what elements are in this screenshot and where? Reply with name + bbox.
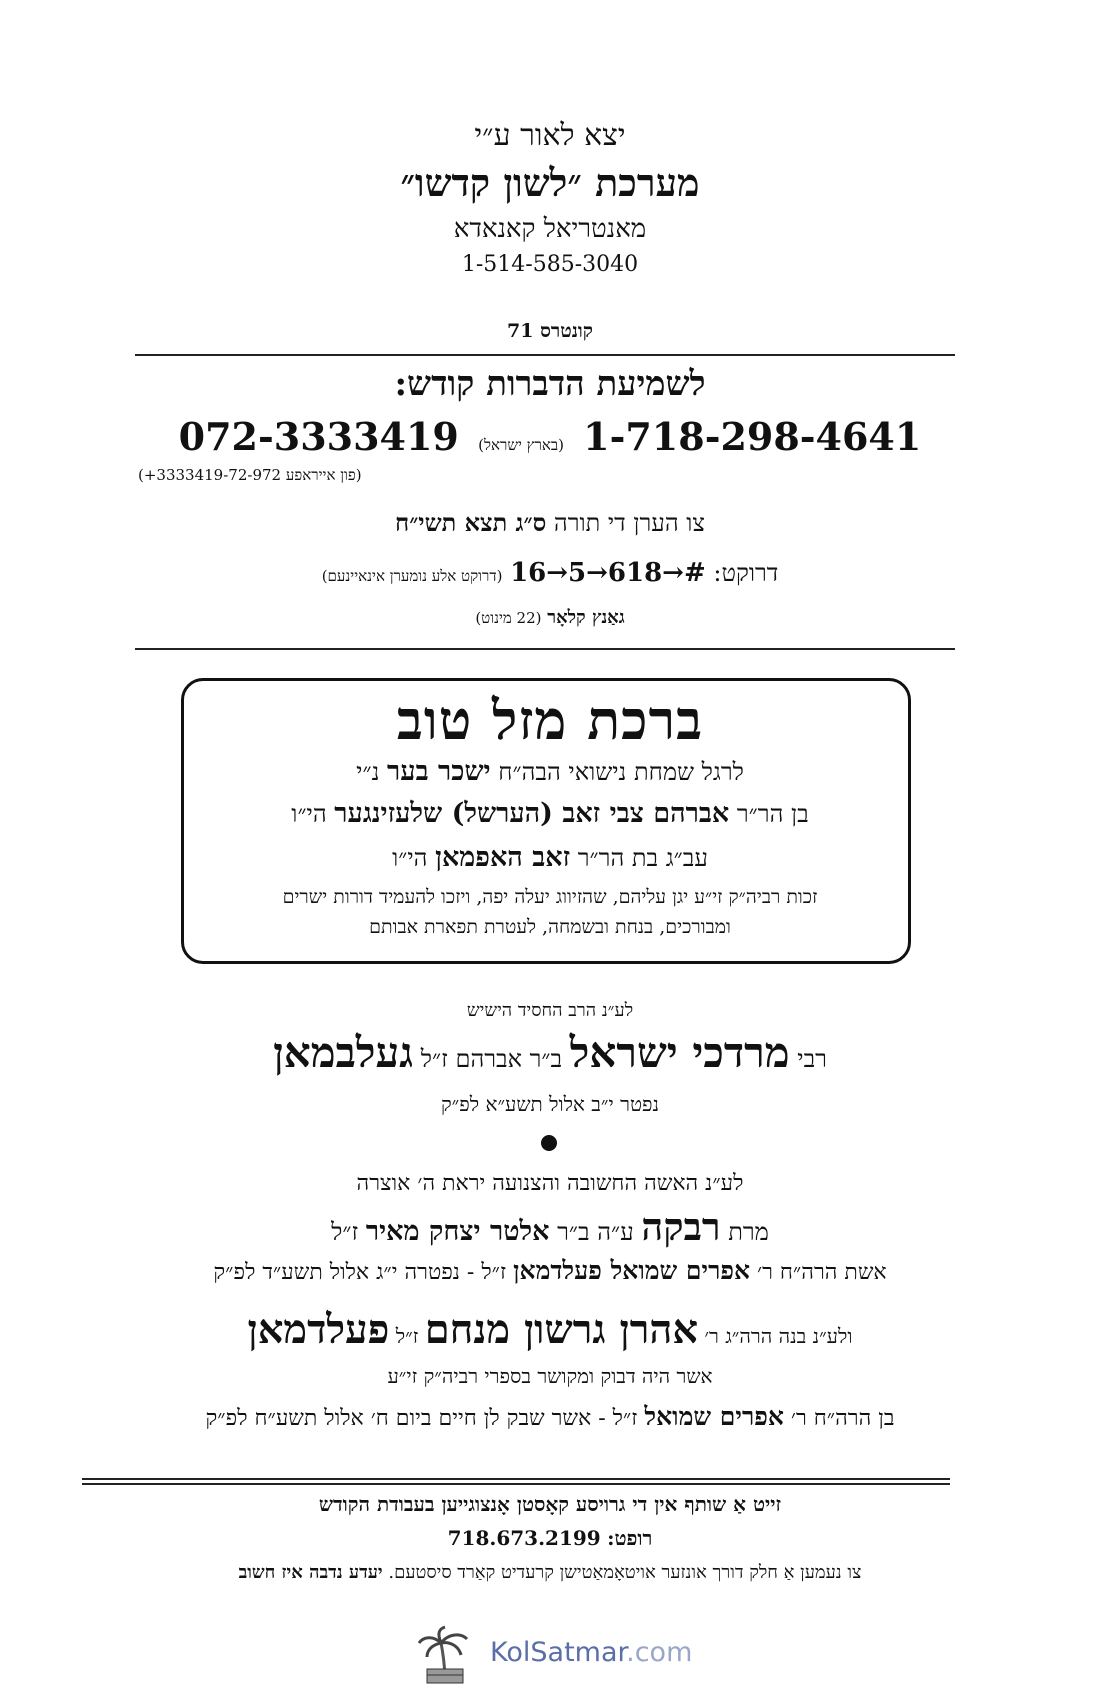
duration-note: (22 מינוט)	[475, 609, 542, 627]
issue-number: קונטרס 71	[507, 320, 593, 342]
memorial3-prefix: ולע״נ בנה הרה״ג ר׳	[704, 1324, 853, 1348]
memorial3-devotion: אשר היה דבוק ומקושר בספרי רביה״ק זי״ע	[387, 1364, 713, 1388]
phone-us: 1-718-298-4641	[583, 414, 922, 459]
footer-partner: זייט אַ שותף אין די גרויסע קאָסטן אָנצוגייען בעבודת הקודש	[318, 1492, 782, 1516]
org-phone: 1-514-585-3040	[461, 252, 639, 277]
footer-call-phone: 718.673.2199	[447, 1526, 601, 1550]
memorial2-intro: לע״נ האשה החשובה והצנועה יראת ה׳ אוצרה	[356, 1171, 744, 1196]
memorial3-surname: פעלדמאן	[247, 1306, 390, 1353]
memorial2-husband-prefix: אשת הרה״ח ר׳	[757, 1260, 887, 1285]
palm-tree-icon	[415, 1625, 475, 1687]
memorial3-son-name: אפרים שמואל	[644, 1402, 784, 1431]
footer-call-line	[0, 1526, 1100, 1551]
phone-israel: 072-3333419	[178, 414, 459, 459]
footer-card-text: צו נעמען אַ חלק דורך אונזער אויטאָמאַטישן קרעדיט קאַרד סיסטעם.	[388, 1562, 862, 1583]
memorial2-father-suffix: ז״ל	[331, 1218, 359, 1246]
groom-father-name: אברהם צבי זאב (הערשל) שלעזינגער	[334, 798, 730, 829]
europe-note: (פון אייראפע 3333419-72-972+)	[138, 466, 362, 484]
memorial1-surname: געלבמאן	[273, 1028, 414, 1077]
mazel-tov-groom	[0, 756, 1100, 787]
listen-title: לשמיעת הדברות קודש:	[394, 364, 706, 404]
mazel-tov-bride	[0, 842, 1100, 873]
mazel-tov-groom-father	[0, 798, 1100, 829]
blessing-line-1: זכות רביה״ק זי״ע יגן עליהם, שהזיווג יעלה יפה, ויזכו להעמיד דורות ישרים	[282, 886, 818, 908]
israel-label: (בארץ ישראל)	[478, 436, 564, 454]
memorial3-zl: ז״ל	[395, 1324, 419, 1348]
torah-label: צו הערן די תורה	[553, 509, 705, 537]
groom-suffix: נ״י	[356, 758, 380, 786]
city: מאנטריאל קאנאדא	[453, 214, 647, 244]
groom-father-prefix: בן הר״ר	[736, 800, 809, 828]
full-label: גאַנץ קלאָר	[547, 607, 625, 628]
press-code: 16→5→618→#	[510, 558, 706, 588]
press-note: (דרוקט אלע נומערן אינאיינעם)	[321, 567, 503, 585]
groom-prefix: לרגל שמחת נישואי הבה״ח	[498, 758, 744, 786]
bride-father-name: זאב האפמאן	[435, 842, 571, 873]
logo-domain: .com	[626, 1637, 693, 1668]
memorial1-date: נפטר י״ב אלול תשע״א לפ״ק	[440, 1092, 660, 1116]
published-by: יצא לאור ע״י	[474, 118, 626, 153]
memorial1-name-line	[0, 1028, 1100, 1078]
divider-footer	[82, 1478, 950, 1485]
logo-name: KolSatmar	[490, 1637, 627, 1668]
footer-call-label: רופט:	[607, 1526, 653, 1550]
listen-phones	[0, 414, 1100, 459]
divider-middle	[135, 648, 955, 650]
divider-top	[135, 354, 955, 356]
mazel-tov-title: ברכת מזל טוב	[396, 688, 704, 752]
separator-bullet	[541, 1135, 557, 1151]
memorial2-father-name: אלטר יצחק מאיר	[365, 1216, 550, 1247]
memorial2-husband-name: אפרים שמואל פעלדמאן	[513, 1256, 751, 1285]
memorial1-intro: לע״נ הרב החסיד הישיש	[466, 1000, 634, 1021]
footer-card-line	[0, 1562, 1100, 1583]
memorial2-name: רבקה	[641, 1204, 721, 1249]
memorial1-name: מרדכי ישראל	[569, 1028, 790, 1077]
memorial2-husband-line	[0, 1256, 1100, 1286]
press-label: דרוקט:	[713, 559, 779, 587]
footer-card-bold: יעדע נדבה איז חשוב	[238, 1562, 383, 1583]
memorial1-prefix: רבי	[797, 1045, 827, 1073]
memorial2-husband-suffix: ז״ל - נפטרה י״ג אלול תשע״ד לפ״ק	[213, 1260, 507, 1285]
memorial2-prefix: מרת	[728, 1218, 769, 1246]
duration-line	[0, 607, 1100, 628]
memorial3-son-suffix: ז״ל - אשר שבק לן חיים ביום ח׳ אלול תשע״ח לפ״ק	[205, 1406, 638, 1431]
groom-father-suffix: הי״ו	[291, 800, 327, 828]
groom-name: ישכר בער	[387, 756, 491, 787]
memorial3-name-line	[0, 1306, 1100, 1353]
memorial2-name-line	[0, 1204, 1100, 1250]
memorial3-name: אהרן גרשון מנחם	[424, 1306, 699, 1353]
logo-text	[490, 1637, 692, 1668]
press-line	[0, 558, 1100, 588]
blessing-line-2: ומבורכים, בנחת ובשמחה, לעטרת תפארת אבותם	[369, 916, 731, 938]
memorial3-son-line	[0, 1402, 1100, 1432]
bride-prefix: עב״ג בת הר״ר	[577, 844, 708, 872]
org-name: מערכת ״לשון קדשו״	[400, 160, 700, 205]
memorial1-father: ב״ר אברהם ז״ל	[420, 1045, 563, 1073]
memorial3-son-prefix: בן הרה״ח ר׳	[790, 1406, 895, 1431]
torah-line	[0, 508, 1100, 538]
torah-name: ס״ג תצא תשי״ח	[394, 508, 547, 537]
bride-suffix: הי״ו	[392, 844, 428, 872]
memorial2-father-prefix: ע״ה ב״ר	[557, 1218, 634, 1246]
